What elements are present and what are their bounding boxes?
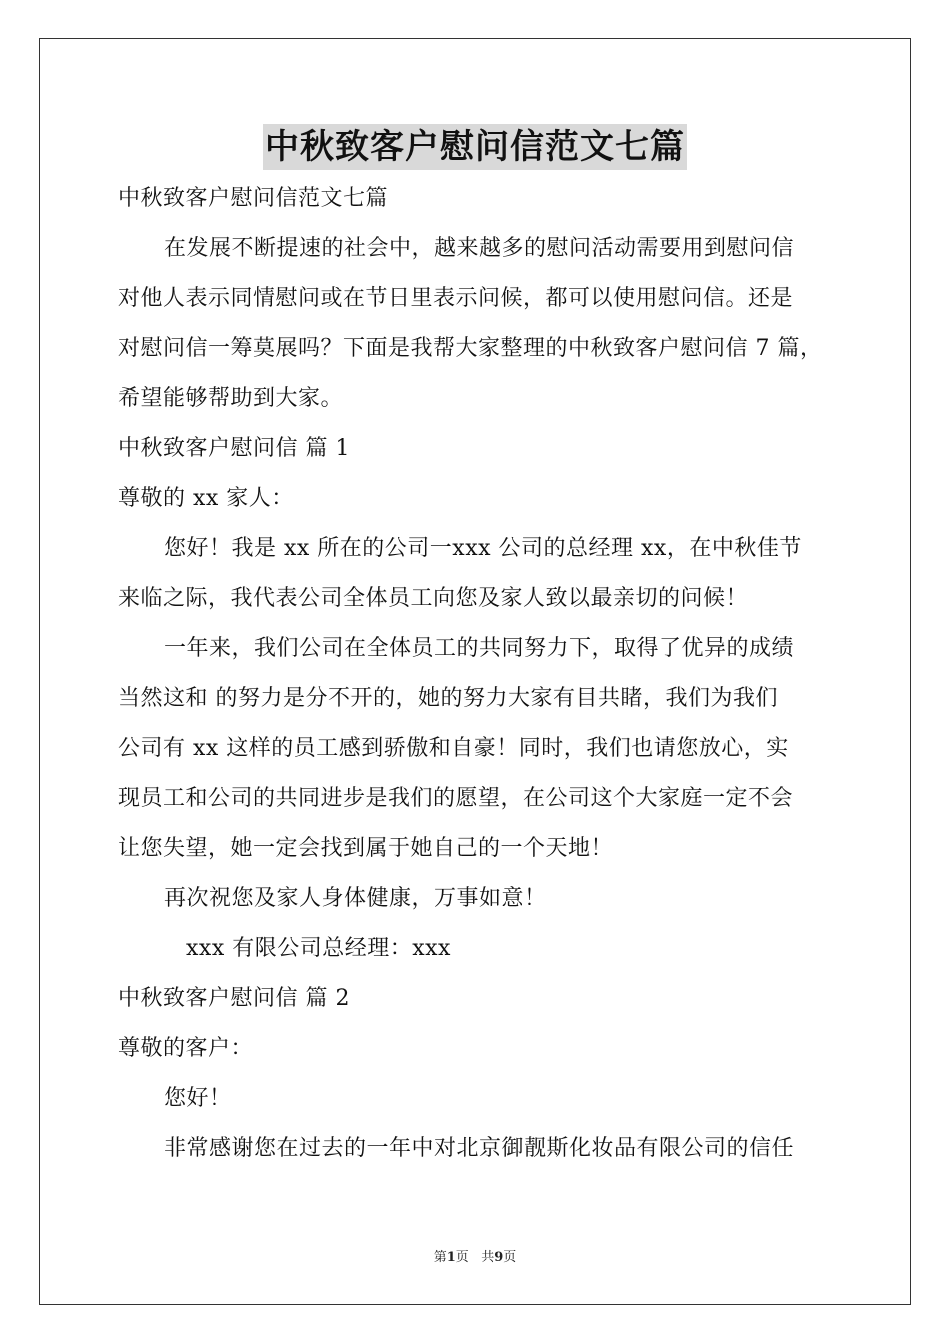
- paragraph-line: 来临之际，我代表公司全体员工向您及家人致以最亲切的问候！: [118, 586, 749, 611]
- document-title-text: 中秋致客户慰问信范文七篇: [263, 124, 687, 170]
- page-prefix: 第: [433, 1250, 447, 1265]
- paragraph-line: 一年来，我们公司在全体员工的共同努力下，取得了优异的成绩: [164, 636, 795, 661]
- total-prefix: 共: [481, 1250, 495, 1265]
- subtitle-line: 中秋致客户慰问信范文七篇: [118, 186, 389, 211]
- salutation-line: 尊敬的 xx 家人：: [118, 486, 294, 511]
- paragraph-line: 当然这和 的努力是分不开的，她的努力大家有目共睹，我们为我们: [118, 686, 778, 711]
- page-current: 1: [446, 1250, 456, 1265]
- page-suffix: 页: [455, 1250, 469, 1265]
- total-suffix: 页: [503, 1250, 517, 1265]
- total-pages: 9: [494, 1250, 504, 1265]
- paragraph-line: 对他人表示同情慰问或在节日里表示问候，都可以使用慰问信。还是: [118, 286, 794, 311]
- paragraph-line: 您好！我是 xx 所在的公司一xxx 公司的总经理 xx，在中秋佳节: [164, 536, 802, 561]
- greeting-line: 您好！: [164, 1086, 232, 1111]
- paragraph-line: 希望能够帮助到大家。: [118, 386, 344, 411]
- closing-line: 再次祝您及家人身体健康，万事如意！: [164, 886, 547, 911]
- paragraph-line: 现员工和公司的共同进步是我们的愿望，在公司这个大家庭一定不会: [118, 786, 794, 811]
- signature-line: xxx 有限公司总经理：xxx: [186, 936, 451, 961]
- section-heading: 中秋致客户慰问信 篇 2: [118, 986, 350, 1011]
- paragraph-line: 公司有 xx 这样的员工感到骄傲和自豪！同时，我们也请您放心，实: [118, 736, 789, 761]
- salutation-line: 尊敬的客户：: [118, 1036, 254, 1061]
- paragraph-line: 对慰问信一筹莫展吗？下面是我帮大家整理的中秋致客户慰问信 7 篇，: [118, 336, 823, 361]
- paragraph-line: 让您失望，她一定会找到属于她自己的一个天地！: [118, 836, 614, 861]
- paragraph-line: 非常感谢您在过去的一年中对北京御靓斯化妆品有限公司的信任: [164, 1136, 795, 1161]
- page-footer: [0, 1246, 950, 1265]
- document-title: [0, 124, 950, 174]
- page-border: [39, 38, 911, 1305]
- paragraph-line: 在发展不断提速的社会中，越来越多的慰问活动需要用到慰问信: [164, 236, 795, 261]
- section-heading: 中秋致客户慰问信 篇 1: [118, 436, 350, 461]
